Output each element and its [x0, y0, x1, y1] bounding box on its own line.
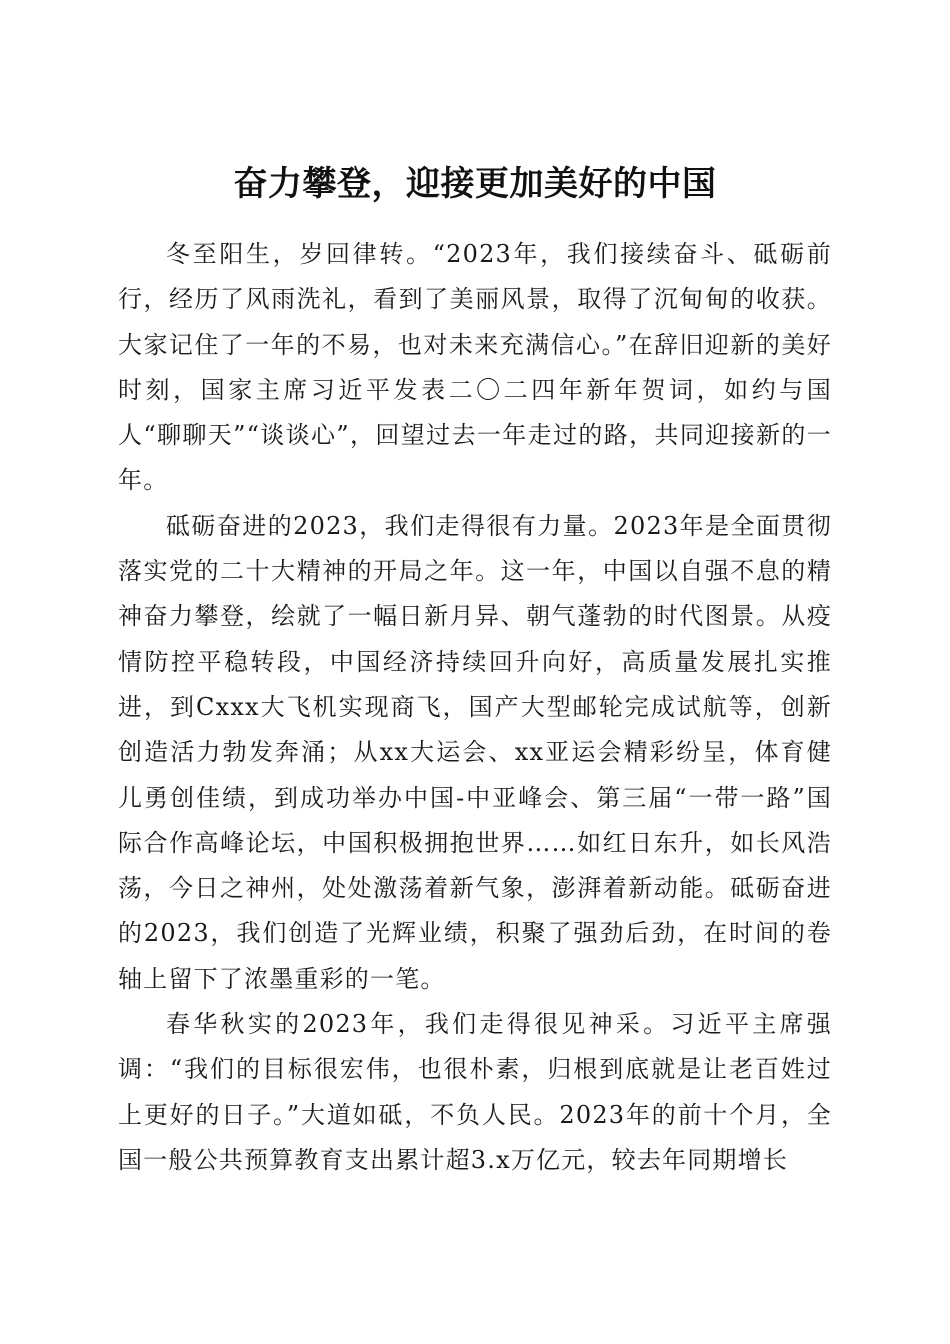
document-title: 奋力攀登，迎接更加美好的中国	[233, 163, 717, 204]
paragraph-2: 砥砺奋进的2023，我们走得很有力量。2023年是全面贯彻落实党的二十大精神的开局之年。这一年，中国以自强不息的精神奋力攀登，绘就了一幅日新月异、朝气蓬勃的时代图景。从疫情防控平稳转段，中国经济持续回升向好，高质量发展扎实推进，到Cxxx大飞机实现商飞，国产大型邮轮完成试航等，创新创造活力勃发奔涌；从xx大运会、xx亚运会精彩纷呈，体育健儿勇创佳绩，到成功举办中国-中亚峰会、第三届“一带一路”国际合作高峰论坛，中国积极拥抱世界……如红日东升，如长风浩荡，今日之神州，处处激荡着新气象，澎湃着新动能。砥砺奋进的2023，我们创造了光辉业绩，积聚了强劲后劲，在时间的卷轴上留下了浓墨重彩的一笔。	[118, 511, 832, 993]
paragraph-3: 春华秋实的2023年，我们走得很见神采。习近平主席强调：“我们的目标很宏伟，也很朴素，归根到底就是让老百姓过上更好的日子。”大道如砥，不负人民。2023年的前十个月，全国一般公共预算教育支出累计超3.x万亿元，较去年同期增长	[118, 1010, 832, 1174]
paragraph-1: 冬至阳生，岁回律转。“2023年，我们接续奋斗、砥砺前行，经历了风雨洗礼，看到了美丽风景，取得了沉甸甸的收获。大家记住了一年的不易，也对未来充满信心。”在辞旧迎新的美好时刻，国家主席习近平发表二〇二四年新年贺词，如约与国人“聊聊天”“谈谈心”，回望过去一年走过的路，共同迎接新的一年。	[118, 240, 832, 495]
document-body	[118, 232, 832, 1183]
